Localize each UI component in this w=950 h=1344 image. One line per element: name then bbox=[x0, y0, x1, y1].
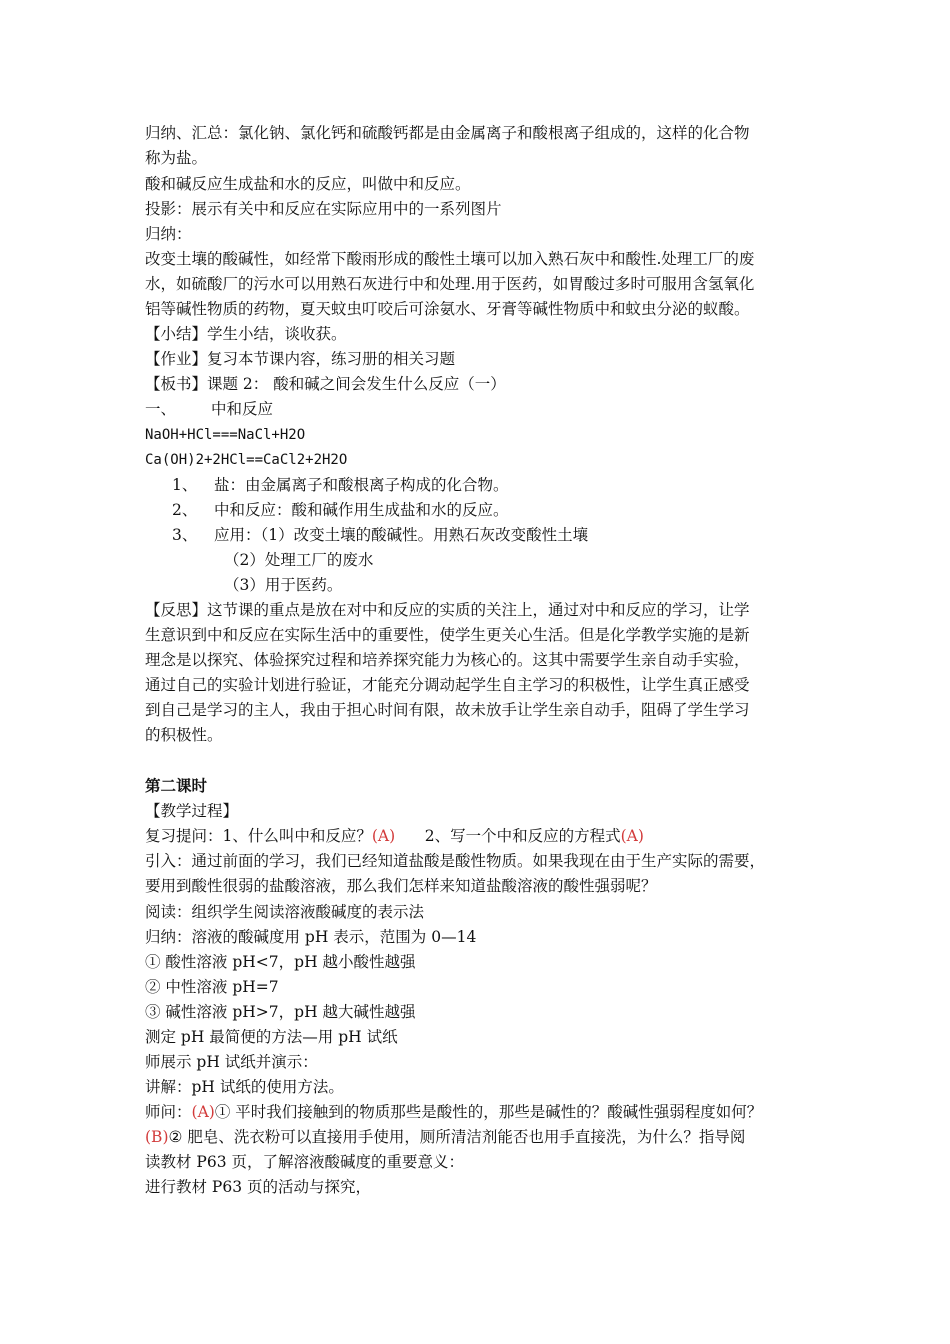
ph-item: ① 酸性溶液 pH<7，pH 越小酸性越强 bbox=[145, 953, 416, 971]
reflection-line: 通过自己的实验计划进行验证，才能充分调动起学生自主学习的积极性，让学生真正感受 bbox=[145, 676, 750, 694]
item-number: 2、 bbox=[172, 501, 198, 519]
text-line: 归纳、汇总：氯化钠、氯化钙和硫酸钙都是由金属离子和酸根离子组成的，这样的化合物 bbox=[145, 124, 750, 142]
teacher-question-line bbox=[145, 1127, 810, 1147]
board-item bbox=[172, 475, 837, 495]
reflection-line: 的积极性。 bbox=[145, 726, 223, 744]
teacher-question-line bbox=[145, 1102, 810, 1122]
board-subitem: （2）处理工厂的废水 bbox=[224, 551, 374, 569]
text-line: 讲解：pH 试纸的使用方法。 bbox=[145, 1078, 344, 1096]
equation-line: Ca(OH)2+2HCl==CaCl2+2H2O bbox=[145, 452, 348, 468]
reflection-line: 到自己是学习的主人，我由于担心时间有限，故未放手让学生亲自动手，阻碍了学生学习 bbox=[145, 701, 750, 719]
heading-number: 一、 bbox=[145, 400, 177, 418]
text-line: 测定 pH 最简便的方法—用 pH 试纸 bbox=[145, 1028, 398, 1046]
item-text: 中和反应：酸和碱作用生成盐和水的反应。 bbox=[214, 501, 509, 519]
reflection-line: 理念是以探究、体验探究过程和培养探究能力为核心的。这其中需要学生亲自动手实验， bbox=[145, 651, 750, 669]
text-line: 归纳： bbox=[145, 225, 192, 243]
board-title-line: 【板书】课题 2： 酸和碱之间会发生什么反应（一） bbox=[145, 375, 506, 393]
equation-line: NaOH+HCl===NaCl+H2O bbox=[145, 427, 306, 443]
question-text: ① 平时我们接触到的物质那些是酸性的，那些是碱性的？酸碱性强弱程度如何？ bbox=[214, 1103, 763, 1121]
question-text: 师问： bbox=[145, 1103, 192, 1121]
section-title: 第二课时 bbox=[145, 776, 208, 795]
text-line: 水，如硫酸厂的污水可以用熟石灰进行中和处理.用于医药，如胃酸过多时可服用含氢氧化 bbox=[145, 275, 755, 293]
board-item bbox=[172, 500, 837, 520]
text-line: 读教材 P63 页，了解溶液酸碱度的重要意义： bbox=[145, 1153, 465, 1171]
reflection-line: 生意识到中和反应在实际生活中的重要性，使学生更关心生活。但是化学教学实施的是新 bbox=[145, 626, 750, 644]
text-line: 归纳：溶液的酸碱度用 pH 表示，范围为 0—14 bbox=[145, 928, 477, 946]
text-line: 酸和碱反应生成盐和水的反应，叫做中和反应。 bbox=[145, 175, 471, 193]
reflection-line: 【反思】这节课的重点是放在对中和反应的实质的关注上，通过对中和反应的学习，让学 bbox=[145, 601, 750, 619]
question-text: 复习提问：1、什么叫中和反应？ bbox=[145, 827, 372, 845]
text-line: 称为盐。 bbox=[145, 149, 208, 167]
level-marker: (A) bbox=[620, 827, 644, 845]
text-line: 师展示 pH 试纸并演示： bbox=[145, 1053, 318, 1071]
text-line: 阅读：组织学生阅读溶液酸碱度的表示法 bbox=[145, 903, 425, 921]
text-line: 改变土壤的酸碱性，如经常下酸雨形成的酸性土壤可以加入熟石灰中和酸性.处理工厂的废 bbox=[145, 250, 755, 268]
homework-line: 【作业】复习本节课内容，练习册的相关习题 bbox=[145, 350, 456, 368]
ph-item: ② 中性溶液 pH=7 bbox=[145, 978, 279, 996]
item-text: 盐：由金属离子和酸根离子构成的化合物。 bbox=[214, 476, 509, 494]
level-marker: (A) bbox=[191, 1103, 215, 1121]
process-heading: 【教学过程】 bbox=[145, 802, 239, 820]
heading-text: 中和反应 bbox=[211, 400, 274, 418]
text-line: 铝等碱性物质的药物，夏天蚊虫叮咬后可涂氨水、牙膏等碱性物质中和蚊虫分泌的蚁酸。 bbox=[145, 300, 750, 318]
level-marker: (B) bbox=[145, 1128, 169, 1146]
text-line: 引入：通过前面的学习，我们已经知道盐酸是酸性物质。如果我现在由于生产实际的需要， bbox=[145, 852, 766, 870]
ph-item: ③ 碱性溶液 pH>7，pH 越大碱性越强 bbox=[145, 1003, 416, 1021]
board-item bbox=[172, 525, 837, 545]
board-heading bbox=[145, 399, 810, 419]
item-text: 应用：（1）改变土壤的酸碱性。用熟石灰改变酸性土壤 bbox=[214, 526, 589, 544]
level-marker: (A) bbox=[371, 827, 396, 845]
summary-line: 【小结】学生小结，谈收获。 bbox=[145, 325, 347, 343]
text-line: 进行教材 P63 页的活动与探究， bbox=[145, 1178, 372, 1196]
text-line: 投影：展示有关中和反应在实际应用中的一系列图片 bbox=[145, 200, 502, 218]
text-line: 要用到酸性很弱的盐酸溶液，那么我们怎样来知道盐酸溶液的酸性强弱呢？ bbox=[145, 877, 657, 895]
item-number: 3、 bbox=[172, 526, 198, 544]
review-question-line bbox=[145, 826, 810, 846]
question-text: 2、写一个中和反应的方程式 bbox=[395, 827, 621, 845]
item-number: 1、 bbox=[172, 476, 198, 494]
board-subitem: （3）用于医药。 bbox=[224, 576, 343, 594]
question-text: ② 肥皂、洗衣粉可以直接用手使用，厕所清洁剂能否也用手直接洗，为什么？指导阅 bbox=[168, 1128, 746, 1146]
